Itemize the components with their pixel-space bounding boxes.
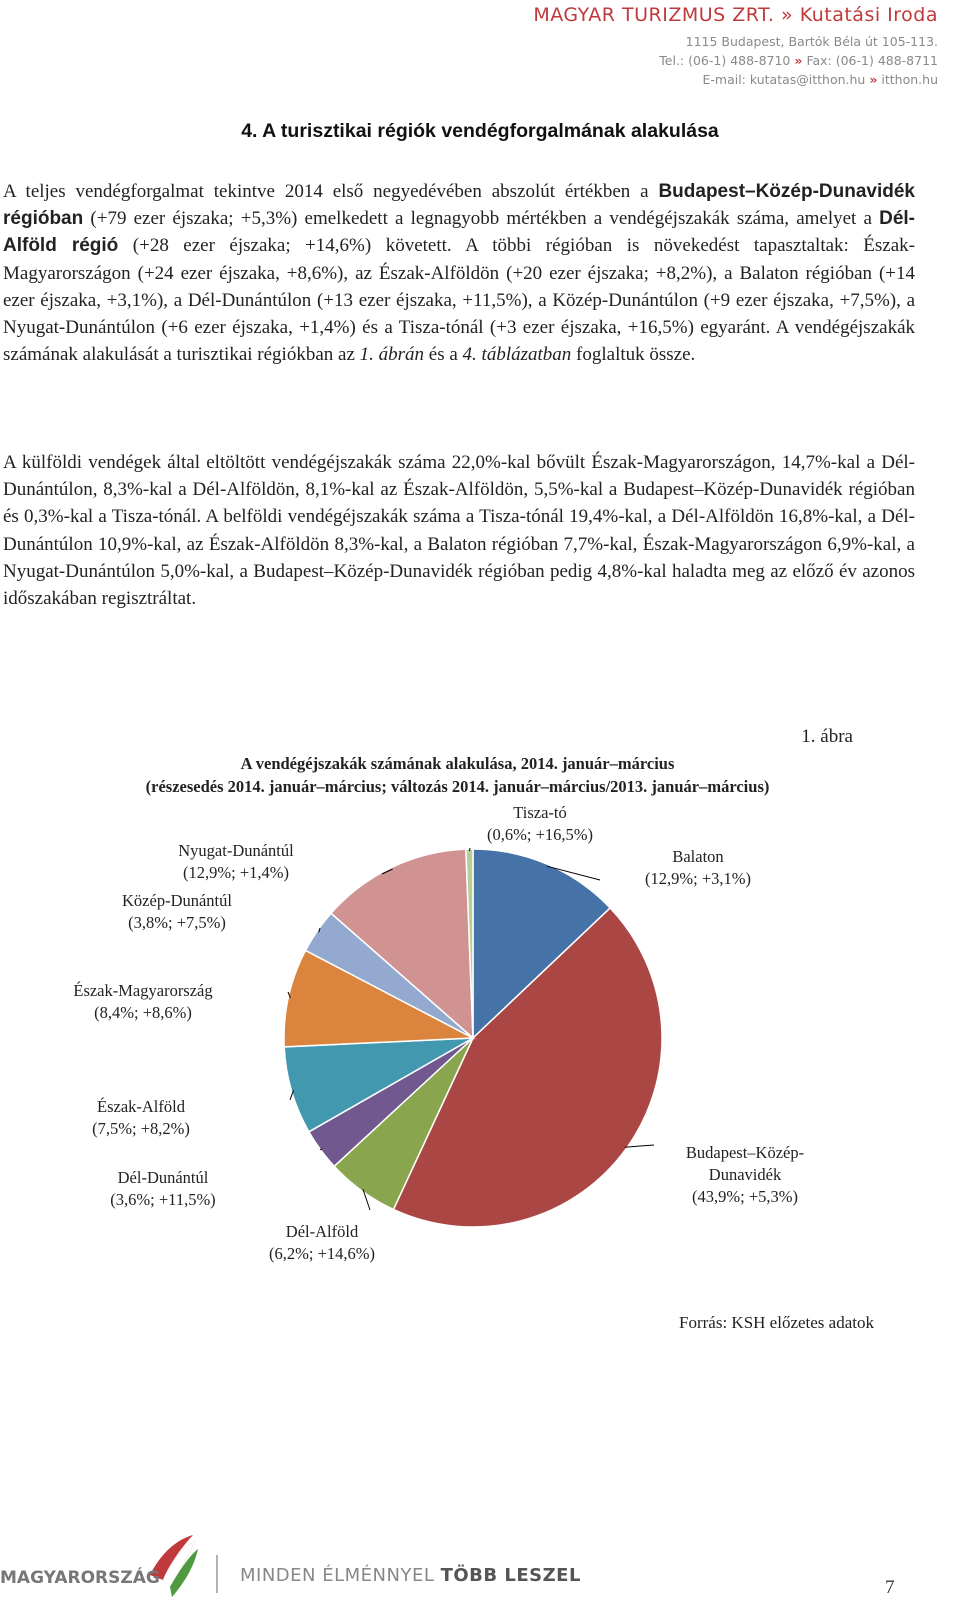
pie-chart — [0, 800, 960, 1300]
text-run: (+28 ezer éjszaka; +14,6%) követett. A többi régióban is növekedést tapasztaltak: Észak-Magyarországon (+24 ezer éjszaka, +8,6%), az Észak-Alföldön (+20 ezer éjszaka; +8,2%), a Balaton régióban (+14 ezer éjszaka, +3,1%), a Dél-Dunántúlon (+13 ezer éjszaka, +11,5%), a Közép-Dunántúlon (+9 ezer éjszaka, +7,5%), a Nyugat-Dunántúlon (+6 ezer éjszaka, +1,4%) és a Tisza-tónál (+3 ezer éjszaka, +16,5%) egyaránt. A vendégéjszakák számának alakulását a turisztikai régiókban az — [3, 235, 915, 366]
bold-run: Budapest–Közép-Dunavidék régióban — [3, 181, 915, 230]
text-run: A teljes vendégforgalmat tekintve 2014 első negyedévében abszolút értékben a — [3, 181, 659, 202]
contact-separator: » — [794, 53, 803, 68]
bold-run: Dél-Alföld régió — [3, 208, 915, 257]
section-title: 4. A turisztikai régiók vendégforgalmának alakulása — [241, 120, 719, 142]
figure-number: 1. ábra — [801, 726, 853, 747]
org-unit: Kutatási Iroda — [799, 4, 938, 26]
page-number: 7 — [885, 1577, 895, 1598]
chart-title: A vendégéjszakák számának alakulása, 2014. január–március — [240, 754, 675, 773]
contact-info — [533, 32, 938, 89]
slice-label: Tisza-tó (0,6%; +16,5%) — [487, 803, 593, 844]
slogan-regular: MINDEN ÉLMÉNNYEL — [240, 1565, 441, 1586]
slogan-bold: TÖBB LESZEL — [440, 1565, 581, 1586]
phone-fax — [533, 51, 938, 70]
letterhead — [533, 4, 938, 89]
slice-label: Észak-Alföld (7,5%; +8,2%) — [92, 1097, 190, 1138]
address: 1115 Budapest, Bartók Béla út 105-113. — [685, 34, 938, 49]
paragraph-1 — [3, 178, 915, 368]
chart-title-block — [0, 752, 915, 798]
website-link[interactable]: itthon.hu — [881, 72, 938, 87]
text-run: foglaltuk össze. — [571, 344, 696, 366]
email-link[interactable]: E-mail: kutatas@itthon.hu — [702, 72, 866, 87]
chart-source: Forrás: KSH előzetes adatok — [679, 1313, 874, 1332]
fax: Fax: (06-1) 488-8711 — [806, 53, 938, 68]
italic-run: 1. ábrán — [359, 344, 425, 366]
text-run: (+79 ezer éjszaka; +5,3%) emelkedett a legnagyobb mértékben a vendégéjszakák száma, amelyet a — [83, 208, 880, 230]
contact-separator: » — [869, 72, 878, 87]
leader-line — [470, 848, 471, 851]
logo-wordmark: MAGYARORSZÁG — [0, 1568, 160, 1588]
footer-slogan — [240, 1564, 581, 1586]
text-run: és a — [424, 344, 463, 366]
paragraph-2: A külföldi vendégek által eltöltött vendégéjszakák száma 22,0%-kal bővült Észak-Magyarországon, 14,7%-kal a Dél-Dunántúlon, 8,3%-kal a Dél-Alföldön, 8,1%-kal az Észak-Alföldön, 5,5%-kal a Budapest–Közép-Dunavidék régióban és 0,3%-kal a Tisza-tónál. A belföldi vendégéjszakák száma a Tisza-tónál 19,4%-kal, a Dél-Alföldön 16,8%-kal, a Dél-Dunántúlon 10,9%-kal, az Észak-Alföldön 8,3%-kal, a Balaton régióban 7,7%-kal, Észak-Magyarországon 6,9%-kal, a Nyugat-Dunántúlon 5,0%-kal, a Budapest–Közép-Dunavidék régióban pedig 4,8%-kal haladta meg az előző év azonos időszakában regisztráltat. — [3, 452, 915, 610]
slice-label: Balaton (12,9%; +3,1%) — [645, 847, 751, 888]
slice-label: Dél-Alföld (6,2%; +14,6%) — [269, 1222, 375, 1263]
slice-label: Budapest–Közép-Dunavidék (43,9%; +5,3%) — [685, 1143, 805, 1206]
chart-subtitle: (részesedés 2014. január–március; változás 2014. január–március/2013. január–március) — [145, 777, 770, 796]
italic-run: 4. táblázatban — [462, 344, 572, 366]
organization-name — [533, 4, 938, 26]
phone: Tel.: (06-1) 488-8710 — [659, 53, 791, 68]
slice-label: Közép-Dunántúl (3,8%; +7,5%) — [122, 891, 232, 932]
org-main: MAGYAR TURIZMUS ZRT. — [533, 4, 775, 26]
slice-label: Dél-Dunántúl (3,6%; +11,5%) — [110, 1168, 216, 1209]
slice-label: Észak-Magyarország (8,4%; +8,6%) — [73, 981, 213, 1022]
slice-label: Nyugat-Dunántúl (12,9%; +1,4%) — [178, 841, 294, 882]
org-separator: » — [774, 4, 800, 26]
footer-logo — [0, 1535, 600, 1605]
email-web — [533, 70, 938, 89]
